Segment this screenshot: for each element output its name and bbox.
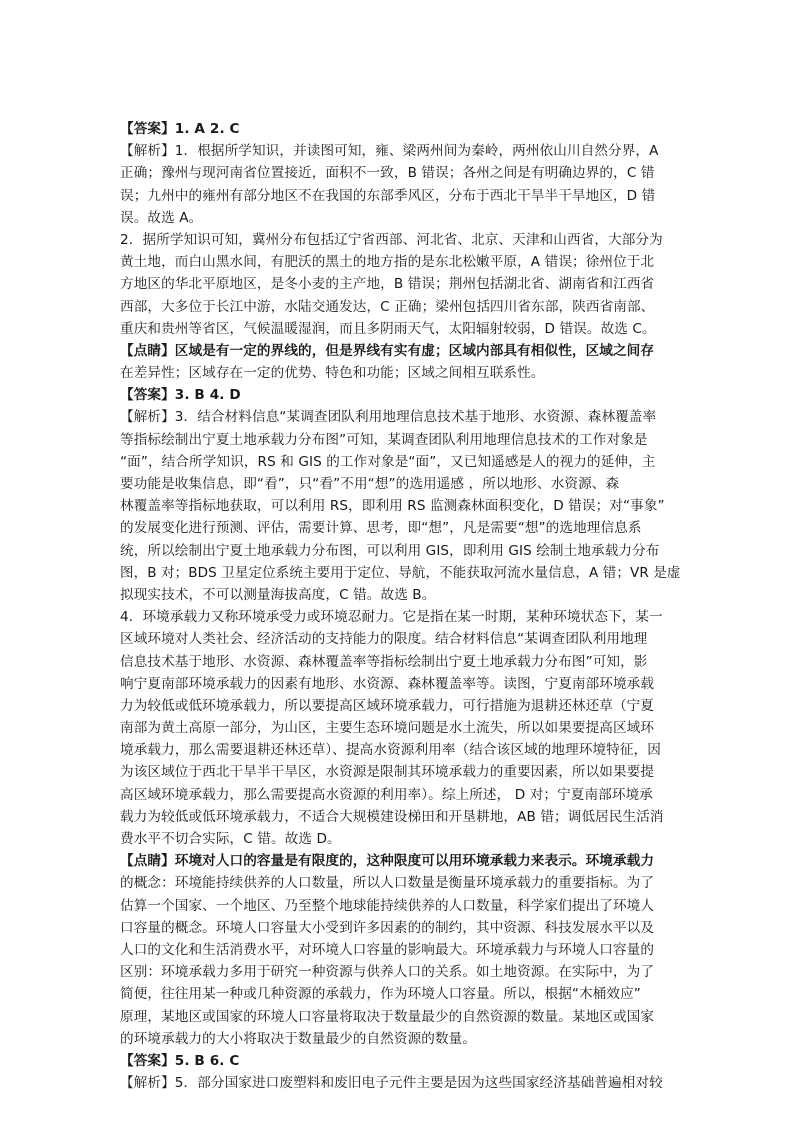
text-line: 【答案】5. B 6. C bbox=[120, 1052, 240, 1069]
text-line: 人口的文化和生活消费水平，对环境人口容量的影响最大。环境承载力与环境人口容量的 bbox=[120, 941, 655, 958]
text-line: 信息技术基于地形、水资源、森林覆盖率等指标绘制出宁夏土地承载力分布图”可知，影 bbox=[120, 653, 648, 670]
text-line: 费水平不切合实际，C 错。故选 D。 bbox=[120, 831, 341, 847]
text-line: 境承载力，那么需要退耕还林还草）、提高水资源利用率（结合该区域的地理环境特征，因 bbox=[120, 742, 661, 759]
text-line: 图，B 对；BDS 卫星定位系统主要用于定位、导航，不能获取河流水量信息，A 错；VR 是虚 bbox=[120, 564, 681, 581]
text-line: 黄土地，而白山黑水间，有肥沃的黑土的地方指的是东北松嫩平原，A 错误；徐州位于北 bbox=[120, 254, 655, 271]
text-line: 为该区域位于西北干旱半干旱区，水资源是限制其环境承载力的重要因素，所以如果要提 bbox=[120, 764, 655, 781]
text-line: 2．据所学知识可知，冀州分布包括辽宁省西部、河北省、北京、天津和山西省，大部分为 bbox=[120, 231, 663, 248]
text-line: 统，所以绘制出宁夏土地承载力分布图，可以利用 GIS，即利用 GIS 绘制土地承载力分布 bbox=[120, 542, 660, 559]
text-line: 区域环境对人类社会、经济活动的支持能力的限度。结合材料信息“某调查团队利用地理 bbox=[120, 631, 648, 648]
text-line: 【答案】1. A 2. C bbox=[120, 121, 240, 137]
text-line: 响宁夏南部环境承载力的因素有地形、水资源、森林覆盖率等。读图，宁夏南部环境承载 bbox=[120, 675, 655, 692]
text-line: 估算一个国家、一个地区、乃至整个地球能持续供养的人口数量，科学家们提出了环境人 bbox=[120, 897, 655, 914]
text-line: 重庆和贵州等省区，气候温暖湿润，而且多阴雨天气，太阳辐射较弱，D 错误。故选 C。 bbox=[120, 320, 656, 337]
text-line: 载力为较低或低环境承载力，不适合大规模建设梯田和开垦耕地，AB 错；调低居民生活消 bbox=[120, 808, 664, 825]
text-line: 力为较低或低环境承载力，所以要提高区域环境承载力，可行措施为退耕还林还草（宁夏 bbox=[120, 697, 655, 714]
text-line: 4．环境承载力又称环境承受力或环境忍耐力。它是指在某一时期，某种环境状态下，某一 bbox=[120, 609, 663, 626]
text-line: 方地区的华北平原地区，是冬小麦的主产地，B 错误；荆州包括湖北省、湖南省和江西省 bbox=[120, 276, 655, 293]
text-line: “面”，结合所学知识，RS 和 GIS 的工作对象是“面”，又已知遥感是人的视力的延伸，主 bbox=[120, 453, 656, 470]
text-line: 简便，往往用某一种或几种资源的承载力，作为环境人口容量。所以，根据“木桶效应” bbox=[120, 986, 641, 1003]
text-line: 林覆盖率等指标地获取，可以利用 RS，即利用 RS 监测森林面积变化，D 错误；对“事象” bbox=[120, 498, 665, 515]
text-line: 的概念：环境能持续供养的人口数量，所以人口数量是衡量环境承载力的重要指标。为了 bbox=[120, 875, 655, 892]
text-line: 【答案】3. B 4. D bbox=[120, 387, 241, 404]
text-line: 的发展变化进行预测、评估，需要计算、思考，即“想”，凡是需要“想”的选地理信息系 bbox=[120, 520, 642, 537]
text-line: 正确；豫州与现河南省位置接近，面积不一致，B 错误；各州之间是有明确边界的，C 错 bbox=[120, 165, 655, 182]
text-line: 【解析】1．根据所学知识，并读图可知，雍、梁两州间为秦岭，两州依山川自然分界，A bbox=[120, 143, 659, 160]
text-line: 等指标绘制出宁夏土地承载力分布图”可知，某调查团队利用地理信息技术的工作对象是 bbox=[120, 431, 648, 448]
text-line: 南部为黄土高原一部分，为山区，主要生态环境问题是水土流失，所以如果要提高区域环 bbox=[120, 720, 655, 737]
text-line: 拟现实技术，不可以测量海拔高度，C 错。故选 B。 bbox=[120, 586, 436, 603]
text-line: 【点睛】环境对人口的容量是有限度的，这种限度可以用环境承载力来表示。环境承载力 bbox=[120, 853, 655, 870]
text-line: 误；九州中的雍州有部分地区不在我国的东部季风区，分布于西北干旱半干旱地区，D 错 bbox=[120, 187, 656, 204]
text-line: 在差异性；区域存在一定的优势、特色和功能；区域之间相互联系性。 bbox=[120, 365, 545, 382]
text-line: 要功能是收集信息，即“看”，只“看”不用“想”的选用遥感 ，所以地形、水资源、森 bbox=[120, 476, 620, 492]
text-line: 区别：环境承载力多用于研究一种资源与供养人口的关系。如土地资源。在实际中，为了 bbox=[120, 964, 655, 981]
text-line: 误。故选 A。 bbox=[120, 209, 203, 226]
text-line: 【解析】5．部分国家进口废塑料和废旧电子元件主要是因为这些国家经济基础普遍相对较 bbox=[120, 1075, 663, 1092]
text-line: 的环境承载力的大小将取决于数量最少的自然资源的数量。 bbox=[120, 1030, 477, 1047]
document-page bbox=[120, 118, 680, 1094]
text-line: 原理，某地区或国家的环境人口容量将取决于数量最少的自然资源的数量。某地区或国家 bbox=[120, 1008, 655, 1025]
text-line: 【点睛】区域是有一定的界线的，但是界线有实有虚；区域内部具有相似性，区域之间存 bbox=[120, 342, 655, 359]
text-line: 西部，大多位于长江中游，水陆交通发达，C 正确；梁州包括四川省东部，陕西省南部、 bbox=[120, 298, 655, 315]
text-line: 高区域环境承载力，那么需要提高水资源的利用率）。综上所述， D 对；宁夏南部环境承 bbox=[120, 786, 653, 803]
text-line: 【解析】3．结合材料信息“某调查团队利用地理信息技术基于地形、水资源、森林覆盖率 bbox=[120, 409, 657, 426]
text-line: 口容量的概念。环境人口容量大小受到许多因素的的制约，其中资源、科技发展水平以及 bbox=[120, 919, 655, 936]
